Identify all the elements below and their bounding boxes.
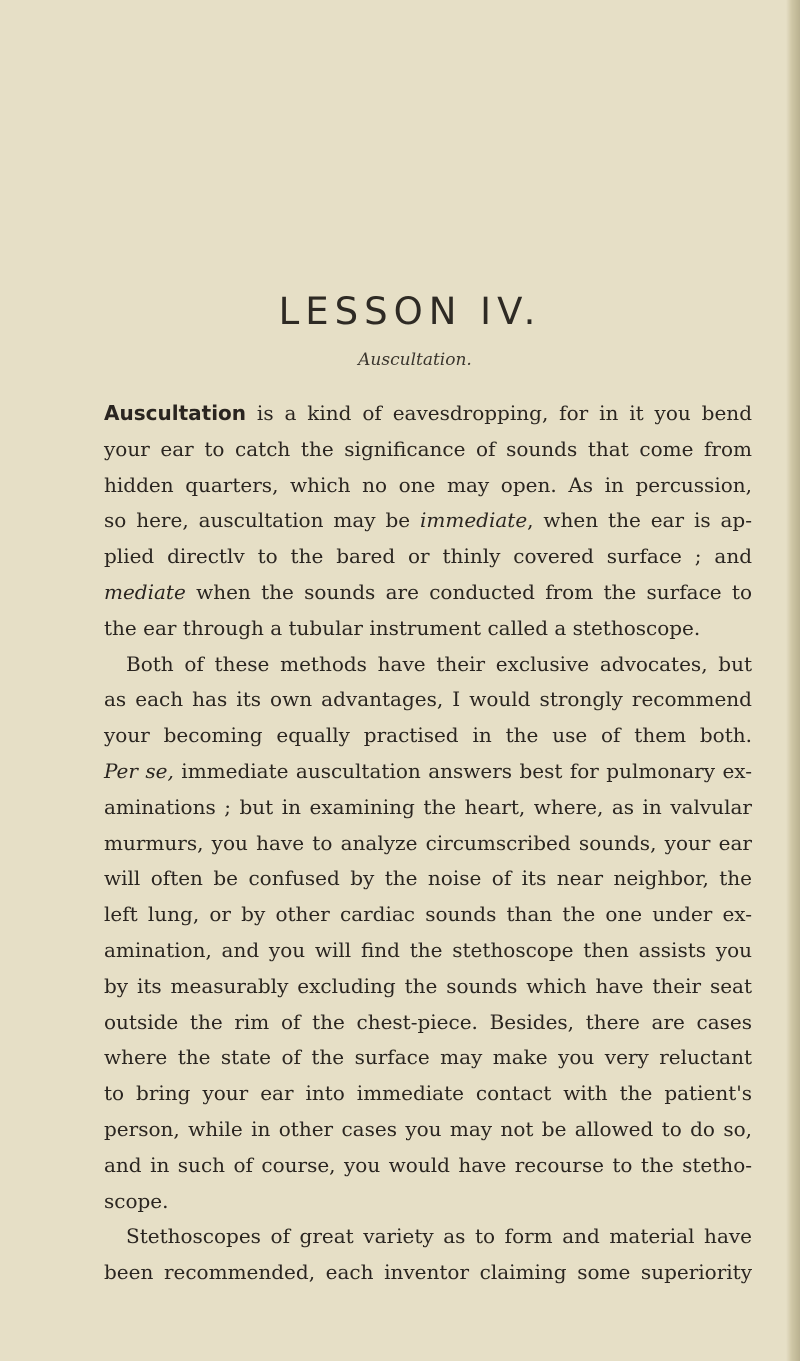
text-line: by its measurably excluding the sounds which have their seat bbox=[104, 973, 752, 998]
text-line: murmurs, you have to analyze circumscribed sounds, your ear bbox=[104, 830, 752, 855]
paragraph-3 bbox=[104, 1219, 752, 1291]
lesson-subtitle: Auscultation. bbox=[358, 350, 472, 370]
text-line: the ear through a tubular instrument called a stethoscope. bbox=[104, 615, 701, 640]
text-line: been recommended, each inventor claiming some superiority bbox=[104, 1260, 752, 1285]
text-line: as each has its own advantages, I would strongly recommend bbox=[104, 687, 752, 712]
text-line: left lung, or by other cardiac sounds than the one under ex- bbox=[104, 902, 752, 927]
text-line: Auscultation is a kind of eavesdropping, for in it you bend bbox=[104, 401, 752, 425]
body-text bbox=[104, 396, 752, 1291]
lead-word: Auscultation bbox=[104, 401, 247, 425]
text-line: mediate when the sounds are conducted from the surface to bbox=[104, 579, 752, 604]
text-line: and in such of course, you would have recourse to the stetho- bbox=[104, 1152, 752, 1177]
lesson-heading: LESSON IV. bbox=[278, 290, 542, 333]
text-line: will often be confused by the noise of its near neighbor, the bbox=[104, 866, 752, 891]
text-line: your ear to catch the significance of sounds that come from bbox=[104, 436, 752, 461]
text-line: Stethoscopes of great variety as to form and material have bbox=[126, 1224, 752, 1249]
text-line: plied directlv to the bared or thinly covered surface ; and bbox=[104, 544, 752, 569]
paragraph-2 bbox=[104, 647, 752, 1220]
text-line: aminations ; but in examining the heart, where, as in valvular bbox=[104, 794, 752, 819]
text-line: person, while in other cases you may not be allowed to do so, bbox=[104, 1116, 752, 1141]
text-line: where the state of the surface may make you very reluctant bbox=[104, 1045, 752, 1070]
text-line: Per se, immediate auscultation answers best for pulmonary ex- bbox=[104, 758, 752, 783]
text-line: Both of these methods have their exclusive advocates, but bbox=[126, 651, 752, 676]
paragraph-1 bbox=[104, 396, 752, 647]
text-line: amination, and you will find the stethoscope then assists you bbox=[104, 937, 752, 962]
text-line: hidden quarters, which no one may open. As in percussion, bbox=[104, 472, 752, 497]
text-line: scope. bbox=[104, 1188, 169, 1213]
text-line: your becoming equally practised in the use of them both. bbox=[104, 723, 752, 748]
text-line: to bring your ear into immediate contact with the patient's bbox=[104, 1081, 752, 1106]
page-edge-shadow bbox=[786, 0, 800, 1361]
text-line: so here, auscultation may be immediate, when the ear is ap- bbox=[104, 508, 752, 533]
text-line: outside the rim of the chest-piece. Besides, there are cases bbox=[104, 1009, 752, 1034]
